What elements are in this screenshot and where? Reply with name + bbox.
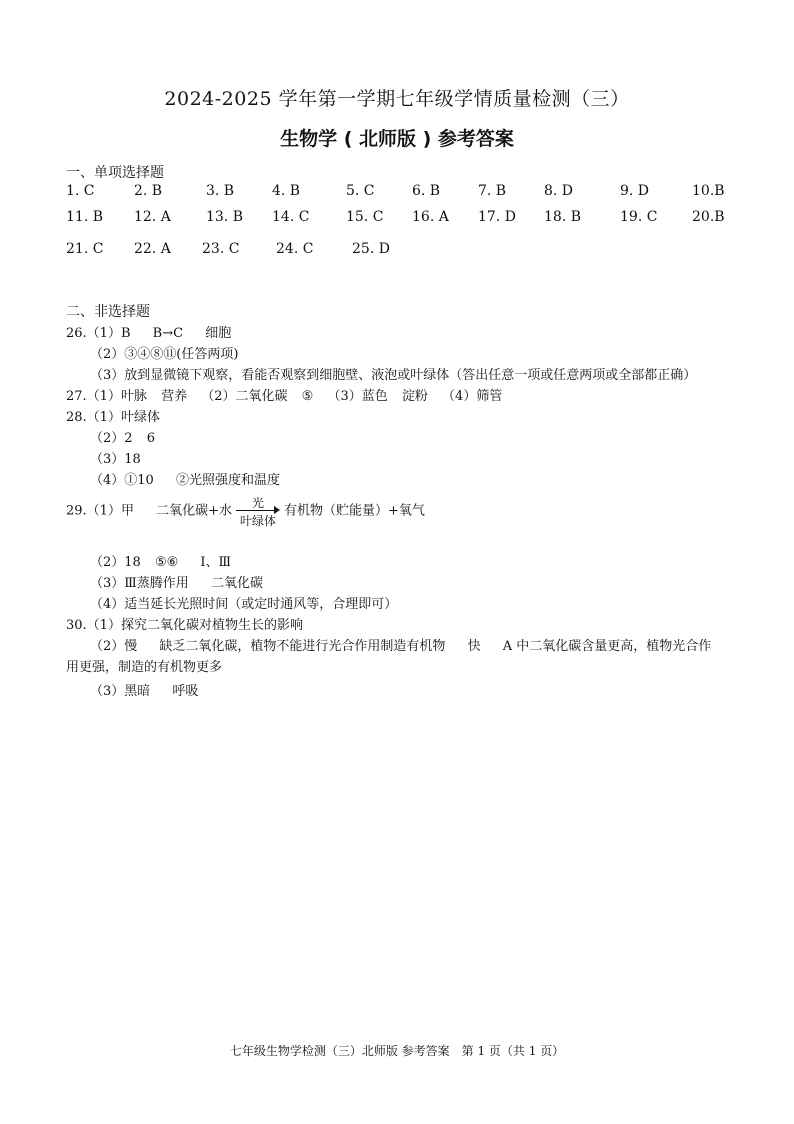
q29-part4: （4）适当延长光照时间（或定时通风等，合理即可）: [90, 597, 398, 612]
answer-text: A 中二氧化碳含量更高，植物光合作: [502, 639, 712, 654]
mc-answer: 22. A: [134, 241, 171, 257]
answer-text: （2）二氧化碳: [201, 389, 288, 404]
answer-text: 缺乏二氧化碳，植物不能进行光合作用制造有机物: [159, 639, 446, 654]
mc-answer: 24. C: [276, 241, 314, 257]
answer-text: （4）筛管: [442, 389, 503, 404]
mc-answer: 6. B: [412, 183, 441, 199]
section-heading-non-choice: 二、非选择题: [66, 304, 150, 320]
answer-text: 29.（1）甲: [66, 503, 134, 519]
answer-text: ⑤⑥: [154, 555, 179, 570]
document-title: 2024-2025 学年第一学期七年级学情质量检测（三）: [164, 88, 630, 110]
answer-text: （3）蓝色: [327, 389, 388, 404]
answer-text: B→C: [152, 326, 184, 341]
arrow-condition-light: 光: [251, 496, 264, 510]
mc-answer: 25. D: [352, 241, 390, 257]
mc-answer: 8. D: [544, 183, 574, 199]
mc-answer: 10.B: [692, 183, 725, 199]
q29-part3: [90, 572, 263, 591]
q30-part3: [90, 680, 198, 699]
q29-part2: [90, 551, 231, 570]
answer-text: （2）2: [90, 431, 133, 446]
reaction-arrow: [234, 494, 282, 528]
mc-answer: 4. B: [272, 183, 301, 199]
mc-answer: 1. C: [66, 183, 95, 199]
mc-answer: 23. C: [202, 241, 240, 257]
answer-text: 细胞: [205, 326, 232, 341]
mc-answer: 19. C: [620, 209, 658, 225]
document-subtitle: 生物学 ( 北师版 ) 参考答案: [280, 128, 514, 150]
mc-row-2: [66, 209, 736, 229]
answer-text: 呼吸: [172, 684, 199, 699]
mc-answer: 15. C: [346, 209, 384, 225]
mc-answer: 9. D: [620, 183, 650, 199]
answer-text: （3）黑暗: [90, 684, 151, 699]
answer-text: （2）慢: [90, 639, 138, 654]
q28-part3: （3）18: [90, 452, 141, 467]
mc-answer: 21. C: [66, 241, 104, 257]
answer-text: （2）18: [90, 555, 141, 570]
mc-answer: 12. A: [134, 209, 171, 225]
q28-part2: [90, 427, 155, 446]
q30-part1: 30.（1）探究二氧化碳对植物生长的影响: [66, 618, 303, 633]
answer-text: 6: [146, 431, 155, 446]
mc-answer: 16. A: [412, 209, 449, 225]
mc-answer: 17. D: [478, 209, 516, 225]
answer-text: ⑤: [301, 389, 314, 404]
q30-part2: [90, 635, 711, 654]
page-footer: 七年级生物学检测（三）北师版 参考答案 第 1 页（共 1 页）: [229, 1044, 565, 1058]
mc-answer: 7. B: [478, 183, 507, 199]
answer-text: 26.（1）B: [66, 326, 131, 341]
mc-answer: 11. B: [66, 209, 104, 225]
answer-text: 27.（1）叶脉: [66, 389, 147, 404]
mc-answer: 5. C: [346, 183, 375, 199]
answer-text: 二氧化碳+水: [156, 503, 232, 519]
answer-text: Ⅰ、Ⅲ: [200, 555, 232, 570]
q27-answers: [66, 385, 502, 404]
answer-text: （3）Ⅲ蒸腾作用: [90, 576, 189, 591]
q28-part1: 28.（1）叶绿体: [66, 410, 160, 425]
q26-part3: （3）放到显微镜下观察，看能否观察到细胞壁、液泡或叶绿体（答出任意一项或任意两项或全部都正确）: [90, 368, 697, 383]
mc-answer: 13. B: [206, 209, 244, 225]
answer-text: 有机物（贮能量）+氧气: [284, 503, 425, 519]
section-heading-multiple-choice: 一、单项选择题: [66, 165, 164, 181]
answer-text: 二氧化碳: [210, 576, 263, 591]
arrow-line: [236, 510, 276, 511]
answer-text: ②光照强度和温度: [175, 473, 280, 488]
mc-row-1: [66, 183, 736, 203]
mc-row-3: [66, 241, 736, 261]
answer-text: 淀粉: [401, 389, 428, 404]
mc-answer: 14. C: [272, 209, 310, 225]
mc-answer: 20.B: [692, 209, 725, 225]
arrow-condition-chloroplast: 叶绿体: [239, 514, 276, 528]
mc-answer: 2. B: [134, 183, 163, 199]
answer-text: 营养: [161, 389, 188, 404]
mc-answer: 3. B: [206, 183, 235, 199]
answer-text: 快: [467, 639, 481, 654]
q26-part2: （2）③④⑧⑪(任答两项): [90, 347, 239, 362]
mc-answer: 18. B: [544, 209, 582, 225]
answer-text: （4）①10: [90, 473, 154, 488]
q26-part1: [66, 322, 231, 341]
q30-part2-continued: 用更强，制造的有机物更多: [66, 660, 223, 675]
q29-part1: [66, 494, 425, 528]
q28-part4: [90, 469, 280, 488]
